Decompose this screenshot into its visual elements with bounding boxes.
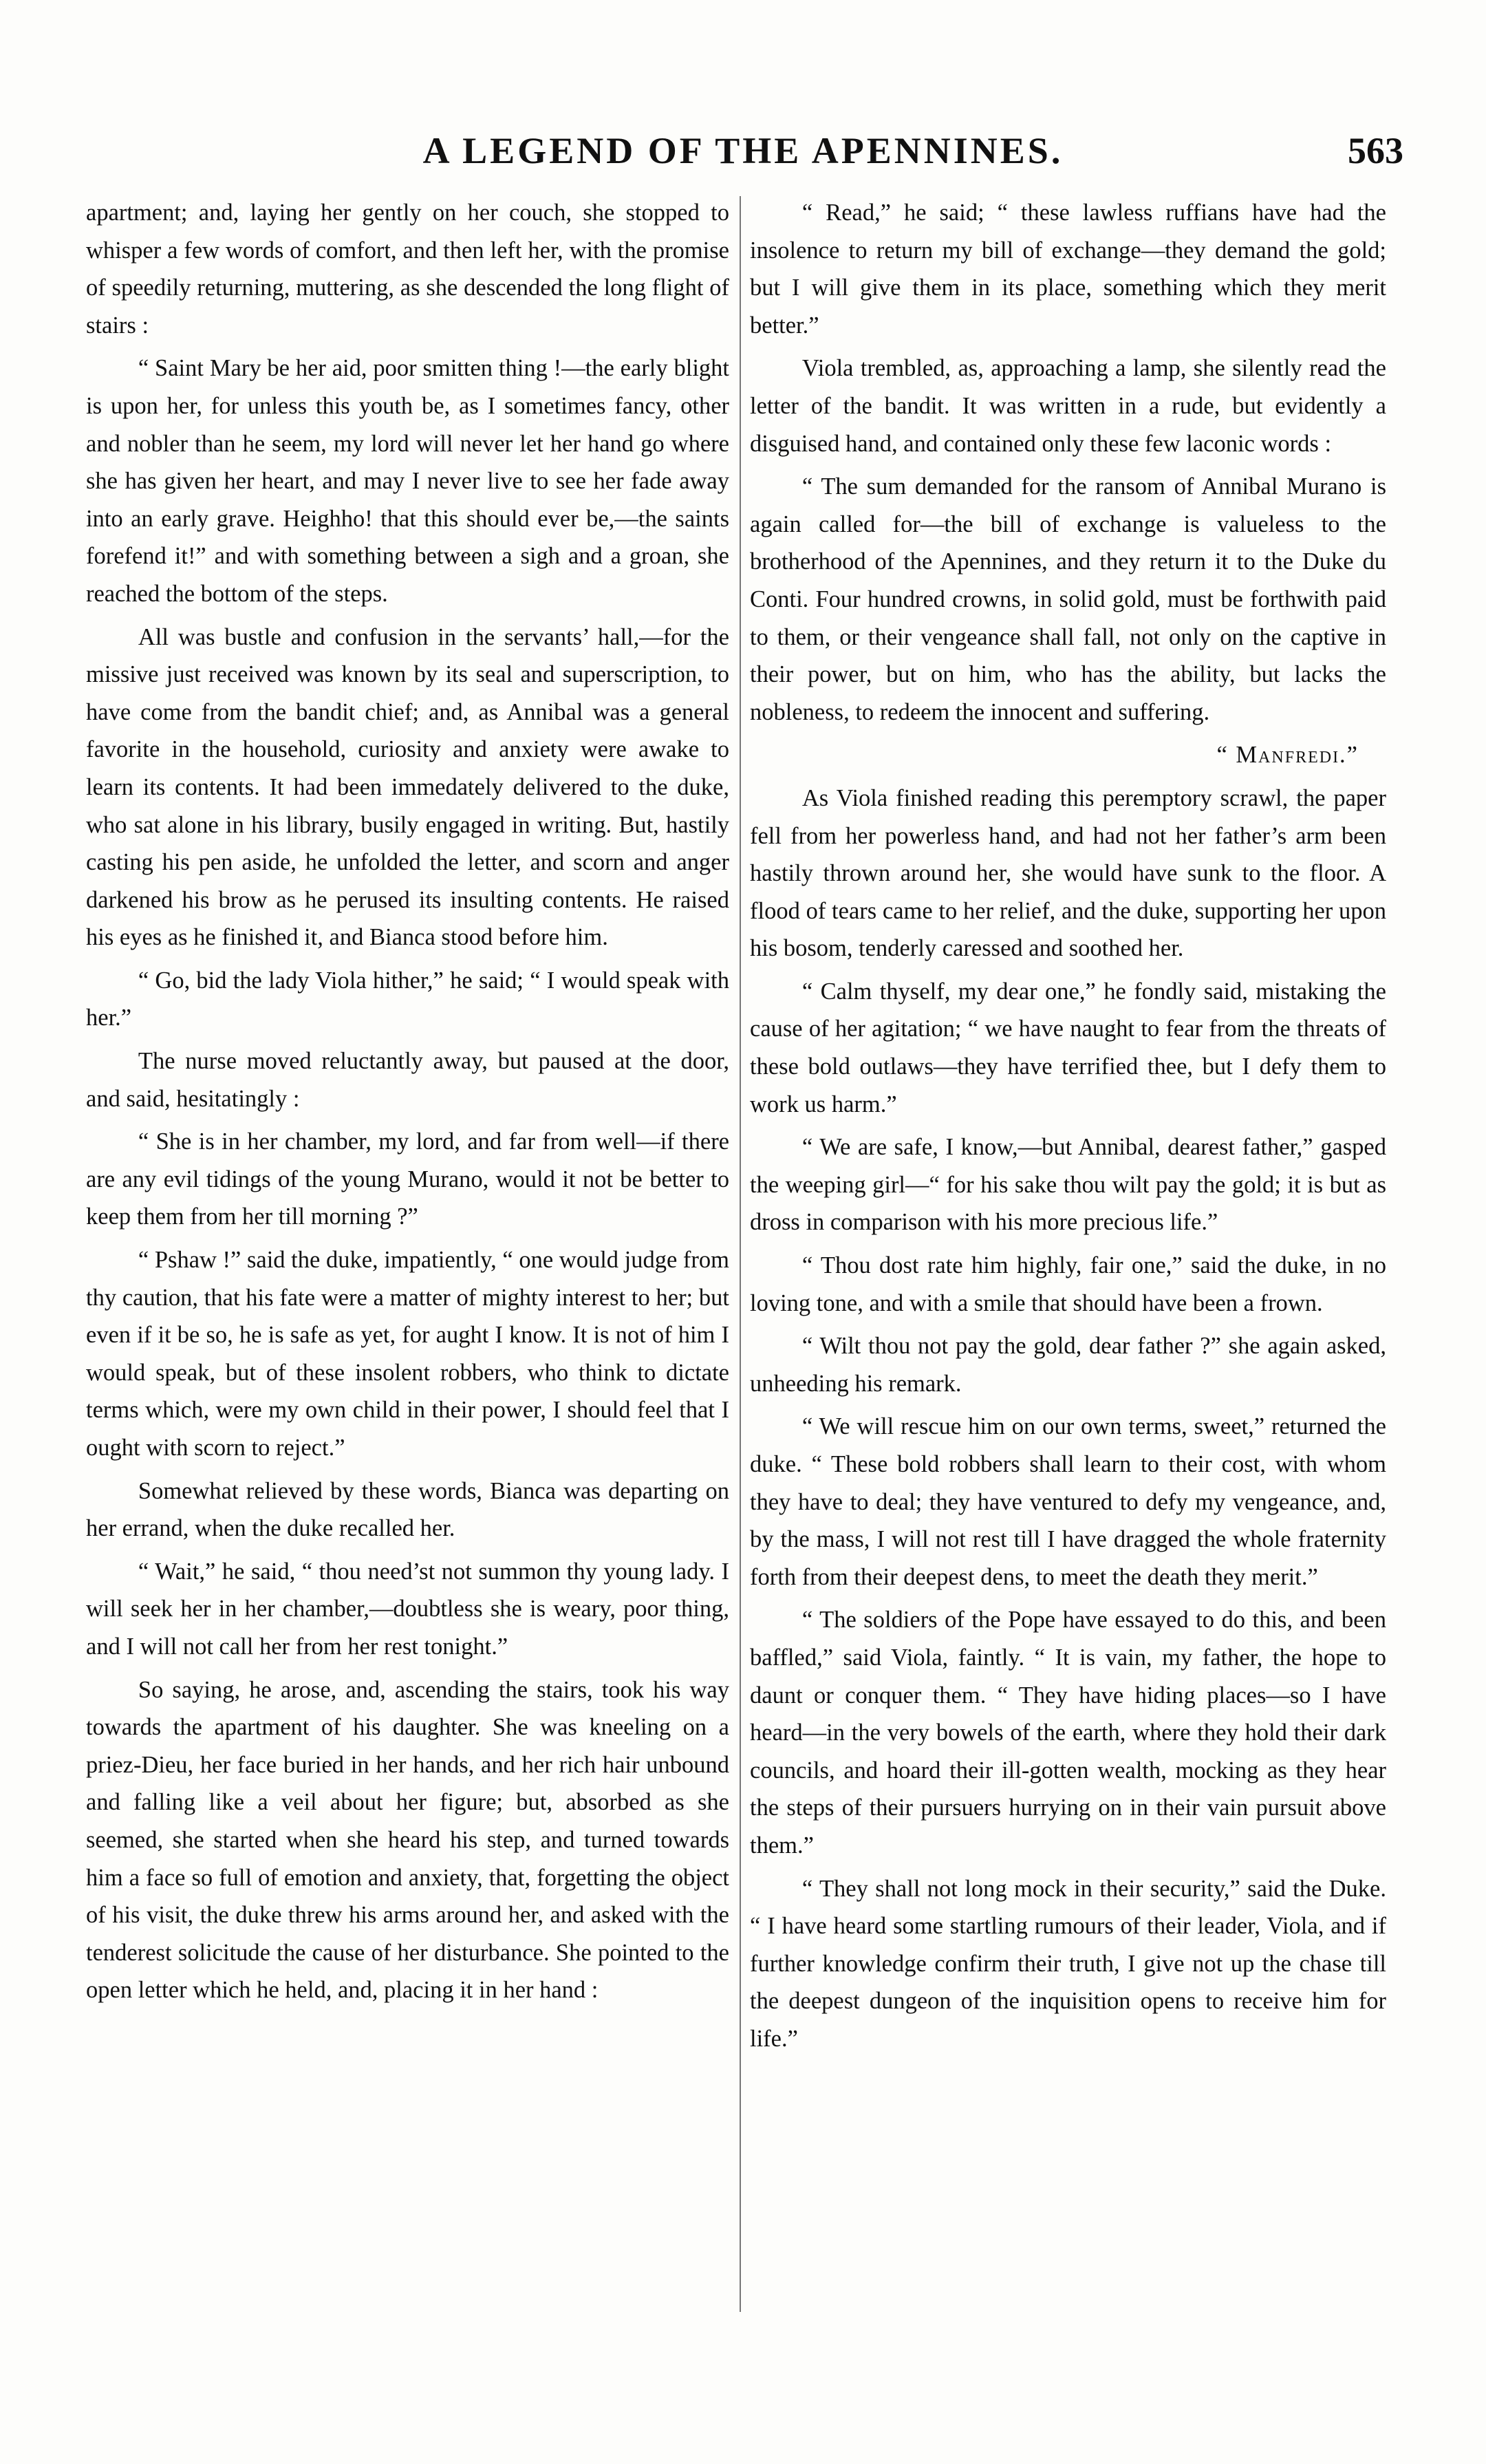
paragraph: All was bustle and confusion in the servants’ hall,—for the missive just received was known by its seal and superscription, to have come from the bandit chief; and, as Annibal was a general favorite in the household, curiosity and anxiety were awake to learn its contents. It had been immedately delivered to the duke, who sat alone in his library, busily engaged in writing. But, hastily casting his pen aside, he unfolded the letter, and scorn and anger darkened his brow as he perused its insulting contents. He raised his eyes as he finished it, and Bianca stood before him. <box>86 623 729 951</box>
paragraph: The nurse moved reluctantly away, but paused at the door, and said, hesitatingly : <box>86 1048 729 1112</box>
paragraph: “ They shall not long mock in their security,” said the Duke. “ I have heard some startling rumours of their leader, Viola, and if further knowledge confirm their truth, I give not up the chase till the deepest dungeon of the inquisition opens to receive him for life.” <box>750 1875 1386 2052</box>
paragraph: “ Wait,” he said, “ thou need’st not summon thy young lady. I will seek her in her chamber,—doubtless she is weary, poor thing, and I will not call her from her rest tonight.” <box>86 1558 729 1660</box>
paragraph: “ We will rescue him on our own terms, sweet,” returned the duke. “ These bold robbers shall learn to their cost, with whom they have to deal; they have ventured to defy my vengeance, and, by the mass, I will not rest till I have dragged the whole fraternity forth from their deepest dens, to meet the death they merit.” <box>750 1413 1386 1590</box>
paragraph: “ Wilt thou not pay the gold, dear father ?” she again asked, unheeding his remark. <box>750 1333 1386 1397</box>
running-title: A LEGEND OF THE APENNINES. <box>422 130 1064 171</box>
paragraph: So saying, he arose, and, ascending the stairs, took his way towards the apartment of his daughter. She was kneeling on a priez-Dieu, her face buried in her hands, and her rich hair unbound and falling like a veil about her figure; but, absorbed as she seemed, she started when she heard his step, and turned towards him a face so full of emotion and anxiety, that, forgetting the object of his visit, the duke threw his arms around her, and asked with the tenderest solicitude the cause of her disturbance. She pointed to the open letter which he held, and, placing it in her hand : <box>86 1676 729 2004</box>
paragraph: “ We are safe, I know,—but Annibal, dearest father,” gasped the weeping girl—“ for his sake thou wilt pay the gold; it is but as dross in comparison with his more precious life.” <box>750 1134 1386 1236</box>
paragraph: “ Calm thyself, my dear one,” he fondly said, mistaking the cause of her agitation; “ we have naught to fear from the threats of these bold outlaws—they have terrified thee, but I defy them to work us harm.” <box>750 978 1386 1117</box>
paragraph: “ The soldiers of the Pope have essayed to do this, and been baffled,” said Viola, faintly. “ It is vain, my father, the hope to daunt or conquer them. “ They have hiding places—so I have heard—in the very bowels of the earth, where they hold their dark councils, and hoard their ill-gotten wealth, mocking as they hear the steps of their pursuers hurrying on in their vain pursuit above them.” <box>750 1607 1386 1858</box>
running-head <box>0 129 1486 184</box>
paragraph: “ Go, bid the lady Viola hither,” he said; “ I would speak with her.” <box>86 967 729 1031</box>
paragraph: “ Pshaw !” said the duke, impatiently, “ one would judge from thy caution, that his fate were a matter of mighty interest to her; but even if it be so, he is safe as yet, for aught I know. It is not of him I would speak, but of these insolent robbers, who think to dictate terms which, were my own child in their power, I should feel that I ought with scorn to reject.” <box>86 1247 729 1461</box>
paragraph: “ Read,” he said; “ these lawless ruffians have had the insolence to return my bill of exchange—they demand the gold; but I will give them in its place, something which they merit better.” <box>750 200 1386 339</box>
left-column <box>86 194 729 2015</box>
paragraph: Viola trembled, as, approaching a lamp, she silently read the letter of the bandit. It was written in a rude, but evidently a disguised hand, and contained only these few laconic words : <box>750 355 1386 457</box>
paragraph: “ The sum demanded for the ransom of Annibal Murano is again called for—the bill of exchange is valueless to the brotherhood of the Apennines, and they return it to the Duke du Conti. Four hundred crowns, in solid gold, must be forthwith paid to them, or their vengeance shall fall, not only on the captive in their power, but on him, who has the ability, but lacks the nobleness, to redeem the innocent and suffering. <box>750 473 1386 725</box>
letter-signature: “ Manfredi.” <box>1216 742 1359 769</box>
paragraph: apartment; and, laying her gently on her couch, she stopped to whisper a few words of comfort, and then left her, with the promise of speedily returning, muttering, as she descended the long flight of stairs : <box>86 200 729 339</box>
paragraph: “ Thou dost rate him highly, fair one,” said the duke, in no loving tone, and with a smile that should have been a frown. <box>750 1252 1386 1316</box>
page-number: 563 <box>1348 130 1403 171</box>
paragraph: “ She is in her chamber, my lord, and far from well—if there are any evil tidings of the young Murano, would it not be better to keep them from her till morning ?” <box>86 1128 729 1230</box>
column-divider <box>740 196 741 2312</box>
right-column <box>750 194 1386 2064</box>
paragraph: As Viola finished reading this peremptory scrawl, the paper fell from her powerless hand, and had not her father’s arm been hastily thrown around her, she would have sunk to the floor. A flood of tears came to her relief, and the duke, supporting her upon his bosom, tenderly caressed and soothed her. <box>750 784 1386 962</box>
paragraph: Somewhat relieved by these words, Bianca was departing on her errand, when the duke recalled her. <box>86 1477 729 1542</box>
paragraph: “ Saint Mary be her aid, poor smitten thing !—the early blight is upon her, for unless this youth be, as I sometimes fancy, other and nobler than he seem, my lord will never let her hand go where she has given her heart, and may I never live to see her fade away into an early grave. Heighho! that this should ever be,—the saints forefend it!” and with something between a sigh and a groan, she reached the bottom of the steps. <box>86 355 729 607</box>
